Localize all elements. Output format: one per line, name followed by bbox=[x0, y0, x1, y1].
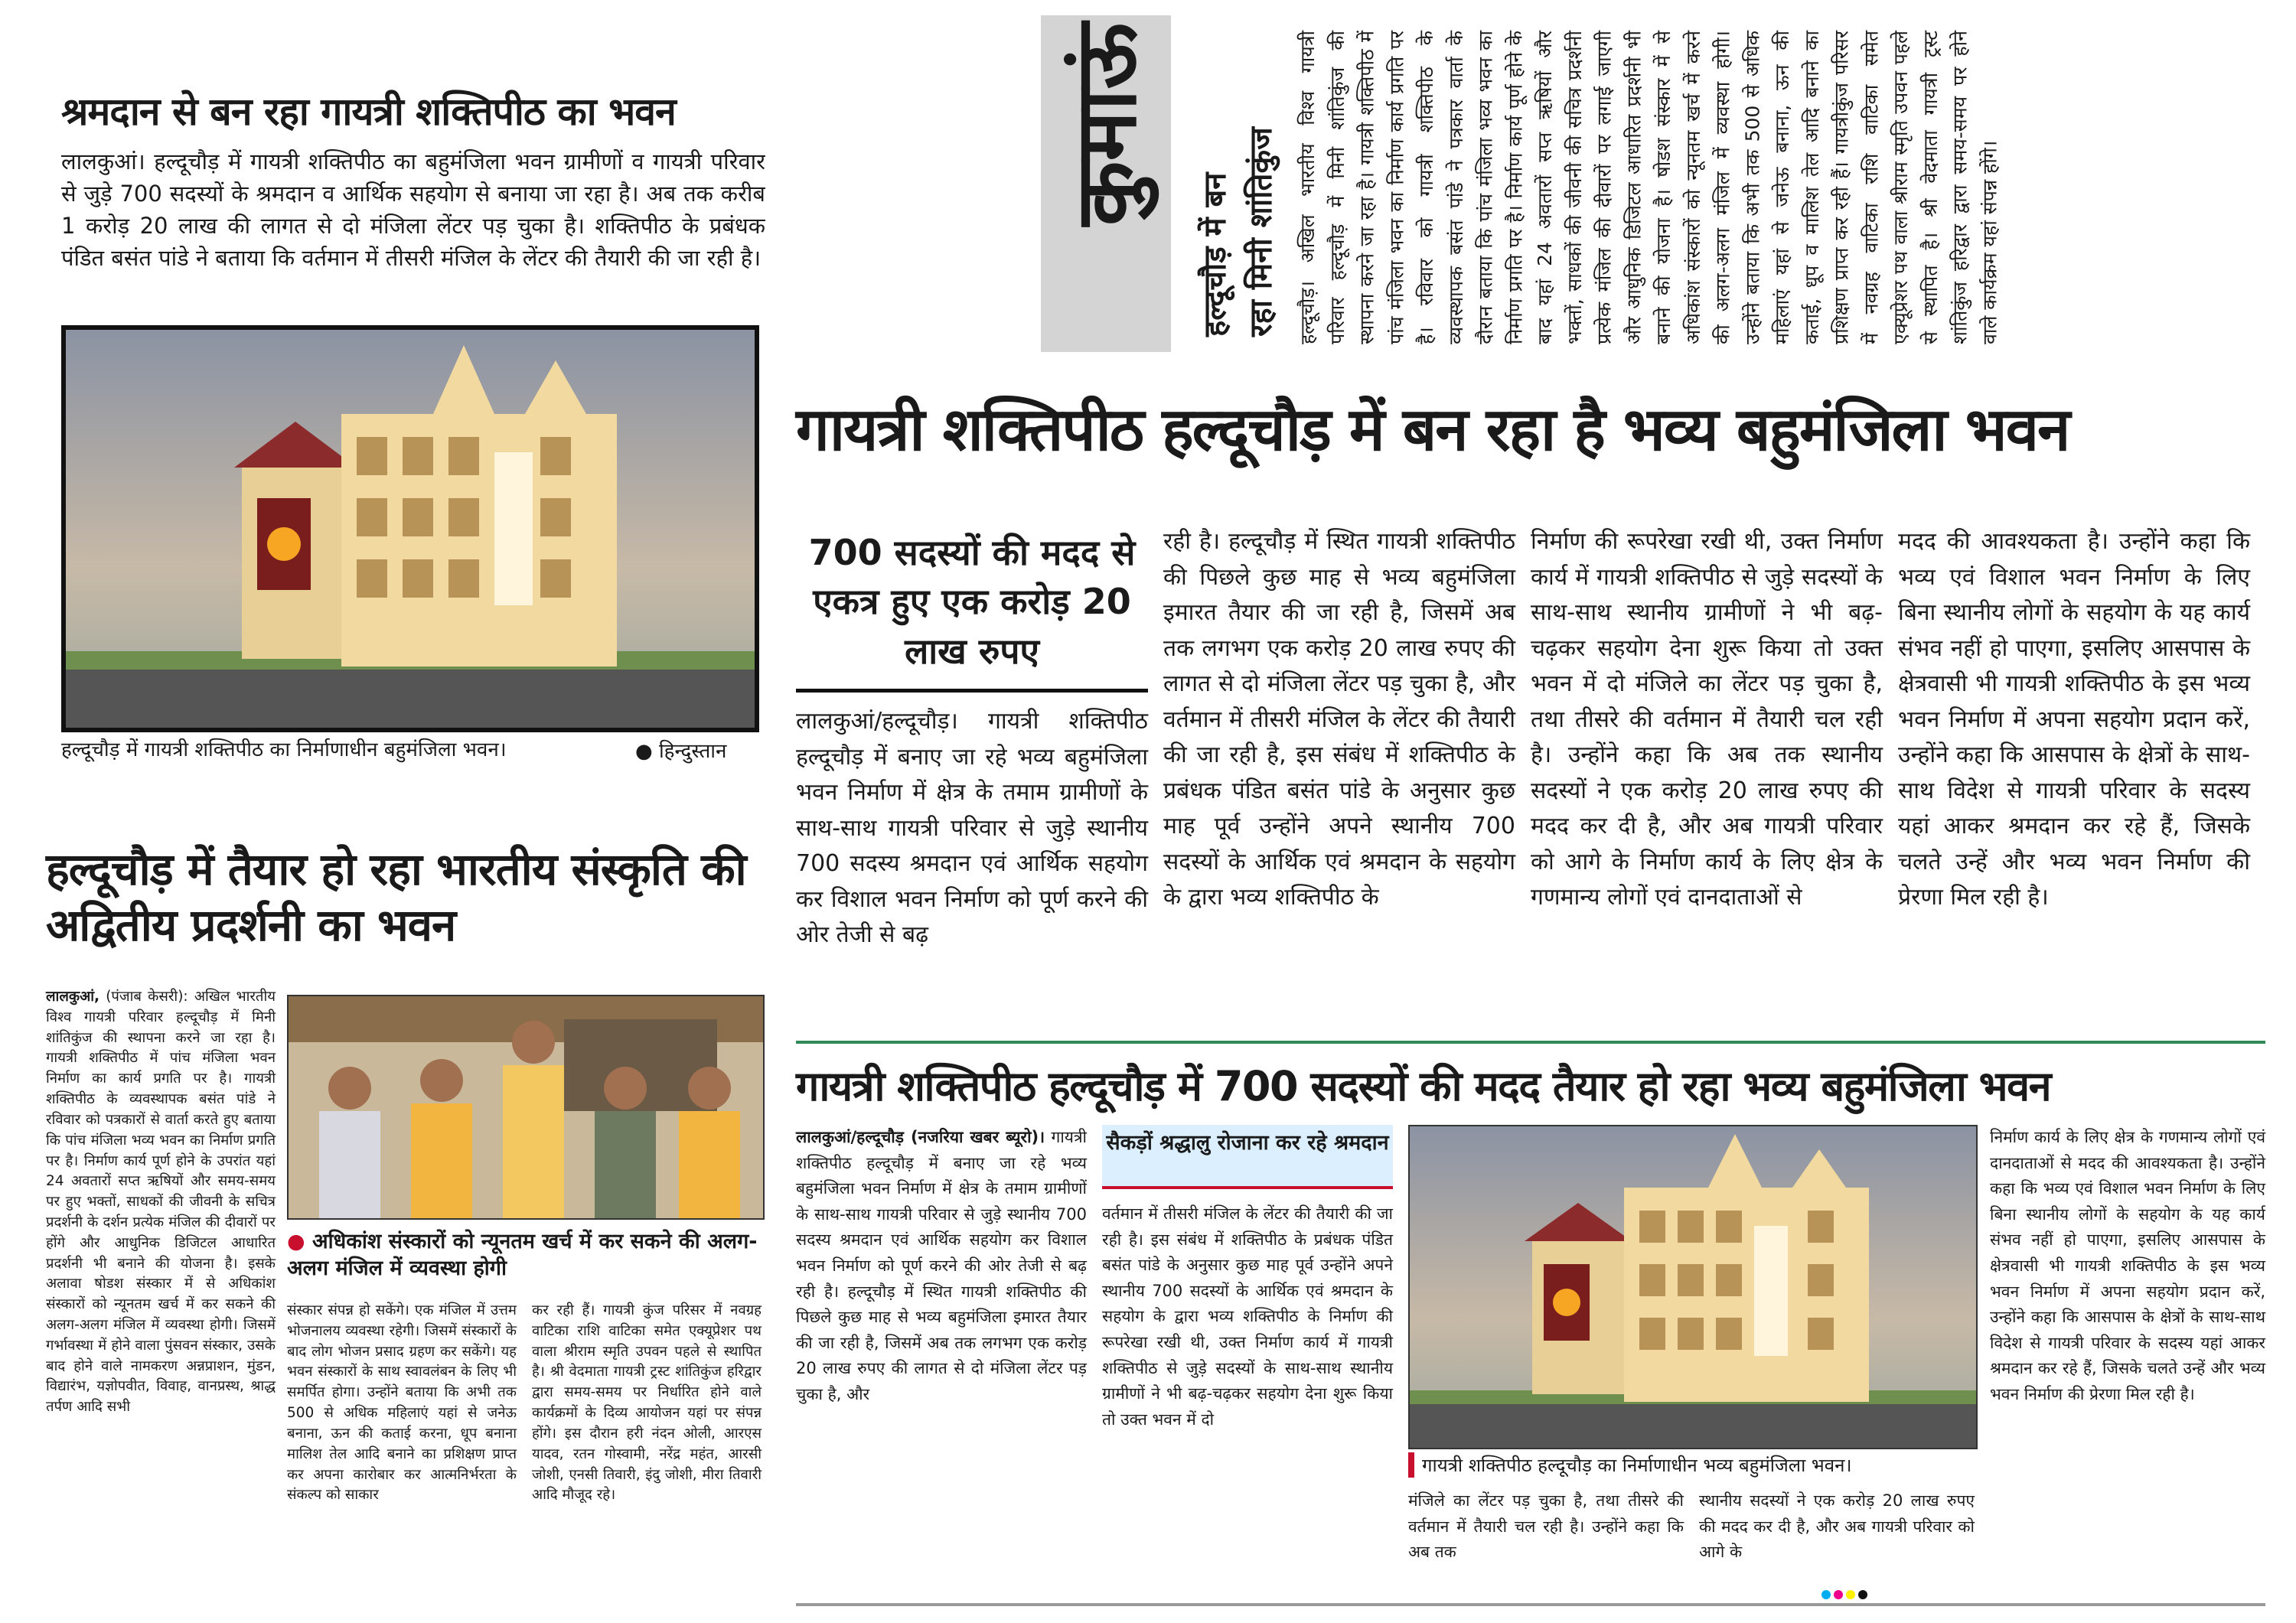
building-render-photo bbox=[61, 325, 759, 732]
punjab-kesari-caption: ● अधिकांश संस्कारों को न्यूनतम खर्च में कर सकने की अलग-अलग मंजिल में व्यवस्था होगी bbox=[287, 1230, 758, 1281]
najariya-dateline: लालकुआं/हल्दूचौड़ (नजरिया खबर ब्यूरो)। bbox=[796, 1128, 1045, 1146]
najariya-col-1-text: गायत्री शक्तिपीठ हल्दूचौड़ में बनाए जा रहे भव्य बहुमंजिला भवन निर्माण में क्षेत्र के तमाम ग्रामीणों के साथ-साथ गायत्री परिवार से जुड़े स्थानीय 700 सदस्य श्रमदान एवं आर्थिक सहयोग कर विशाल भवन निर्माण को पूर्ण करने की ओर तेजी से बढ़ रही है। हल्दूचौड़ में स्थित गायत्री शक्तिपीठ की पिछले कुछ माह से भव्य बहुमंजिला इमारत तैयार की जा रही है, जिसमें अब तक लगभग एक करोड़ 20 लाख रुपए की लागत से दो मंजिला लेंटर पड़ चुका है, और bbox=[796, 1128, 1087, 1403]
najariya-bottom-rule bbox=[796, 1603, 2265, 1606]
clip-punjab-kesari-col-1 bbox=[46, 987, 276, 1418]
punjab-kesari-col-1-text: अखिल भारतीय विश्व गायत्री परिवार हल्दूचौड़ में मिनी शांतिकुंज की स्थापना करने जा रहा है। गायत्री शक्तिपीठ में पांच मंजिला भवन निर्माण का कार्य प्रगति पर है। गायत्री शक्तिपीठ के व्यवस्थापक बसंत पांडे ने रविवार को पत्रकारों से वार्ता करते हुए बताया कि पांच मंजिला भव्य भवन का निर्माण प्रगति पर है। निर्माण कार्य पूर्ण होने के उपरांत यहां 24 अवतारों सप्त ऋषियों और समय-समय पर हुए भक्तों, साधकों की जीवनी के सचित्र प्रदर्शनी के दर्शन प्रत्येक मंजिल की दीवारों पर होंगे और आधुनिक डिजिटल आधारित प्रदर्शनी भी बनाने की योजना है। इसके अलावा षोडश संस्कार में से अधिकांश संस्कारों को न्यूनतम खर्च में कर सकने की अलग-अलग मंजिल में व्यवस्था होगी। जिसमें गर्भावस्था में होने वाला पुंसवन संस्कार, उसके बाद होने वाले नामकरण अन्नप्राशन, मुंडन, विद्यारंभ, यज्ञोपवीत, विवाह, वानप्रस्थ, श्राद्ध तर्पण आदि सभी bbox=[46, 989, 276, 1416]
najariya-box-head: सैकड़ों श्रद्धालु रोजाना कर रहे श्रमदान bbox=[1102, 1125, 1393, 1189]
clip-najariya-under-2: स्थानीय सदस्यों ने एक करोड़ 20 लाख रुपए की मदद कर दी है, और अब गायत्री परिवार को आगे के bbox=[1699, 1491, 1975, 1562]
clip-center-headline: गायत्री शक्तिपीठ हल्दूचौड़ में बन रहा है भव्य बहुमंजिला भवन bbox=[796, 396, 2069, 464]
kumaon-masthead-bar bbox=[1041, 15, 1171, 352]
registration-dots bbox=[1821, 1588, 1870, 1602]
kumaon-headline-line2: रहा मिनी शांतिकुंज bbox=[1244, 127, 1279, 337]
clip-najariya-col-2: वर्तमान में तीसरी मंजिल के लेंटर की तैयारी की जा रही है। इस संबंध में शक्तिपीठ के प्रबंधक पंडित बसंत पांडे के अनुसार कुछ माह पूर्व उन्होंने अपने स्थानीय 700 सदस्यों के आर्थिक एवं श्रमदान के सहयोग के द्वारा भव्य शक्तिपीठ के निर्माण की रूपरेखा रखी थी, उक्त निर्माण कार्य में गायत्री शक्तिपीठ से जुड़े सदस्यों के साथ-साथ स्थानीय ग्रामीणों ने भी बढ़-चढ़कर सहयोग देना शुरू किया तो उक्त भवन में दो bbox=[1102, 1204, 1393, 1429]
clip-center-subhead: 700 सदस्यों की मदद से एकत्र हुए एक करोड़ 20 लाख रुपए bbox=[808, 532, 1136, 672]
clip-kumaon-vertical bbox=[1041, 15, 2227, 352]
clip-center-col-4: मदद की आवश्यकता है। उन्होंने कहा कि भव्य एवं विशाल भवन निर्माण के लिए बिना स्थानीय लोगों के सहयोग के यह कार्य संभव नहीं हो पाएगा, इसलिए आसपास के क्षेत्रवासी भी गायत्री शक्तिपीठ के इस भव्य भवन निर्माण में अपना सहयोग प्रदान करें, उन्होंने कहा कि आसपास के क्षेत्रों के साथ-साथ विदेश से गायत्री परिवार के सदस्य यहां आकर श्रमदान कर रहे हैं, जिसके चलते उन्हें और भव्य भवन निर्माण की प्रेरणा मिल रही है। bbox=[1898, 528, 2250, 911]
clip-hindustan bbox=[31, 69, 765, 773]
clip-punjab-kesari-headline: हल्दूचौड़ में तैयार हो रहा भारतीय संस्कृति की अद्वितीय प्रदर्शनी का भवन bbox=[46, 843, 746, 951]
clip-hindustan-caption: हल्दूचौड़ में गायत्री शक्तिपीठ का निर्माणाधीन बहुमंजिला भवन। bbox=[61, 738, 507, 761]
clip-hindustan-body: लालकुआं। हल्दूचौड़ में गायत्री शक्तिपीठ का बहुमंजिला भवन ग्रामीणों व गायत्री परिवार से जुड़े 700 सदस्यों के श्रमदान व आर्थिक सहयोग से बनाया जा रहा है। अब तक करीब 1 करोड़ 20 लाख की लागत से दो मंजिला लेंटर पड़ चुका है। शक्तिपीठ के प्रबंधक पंडित बसंत पांडे ने बताया कि वर्तमान में तीसरी मंजिल के लेंटर की तैयारी की जा रही है। bbox=[61, 148, 765, 272]
clip-hindustan-headline: श्रमदान से बन रहा गायत्री शक्तिपीठ का भवन bbox=[61, 90, 676, 134]
people-group-image bbox=[289, 996, 763, 1218]
clip-center-rule bbox=[796, 689, 1148, 693]
clip-center bbox=[781, 360, 2281, 995]
najariya-building-image bbox=[1410, 1126, 1976, 1448]
clip-hindustan-credit: ● हिन्दुस्तान bbox=[635, 740, 727, 763]
clip-najariya-headline: गायत्री शक्तिपीठ हल्दूचौड़ में 700 सदस्यों की मदद तैयार हो रहा भव्य बहुमंजिला भवन bbox=[796, 1062, 2051, 1110]
punjab-kesari-dateline: लालकुआं, bbox=[46, 989, 100, 1005]
clip-center-col-2: रही है। हल्दूचौड़ में स्थित गायत्री शक्तिपीठ की पिछले कुछ माह से भव्य बहुमंजिला इमारत तैयार की जा रही है, जिसमें अब तक लगभग एक करोड़ 20 लाख रुपए की लागत से दो मंजिला लेंटर पड़ चुका है, और वर्तमान में तीसरी मंजिल के लेंटर की तैयारी की जा रही है, इस संबंध में शक्तिपीठ के प्रबंधक पंडित बसंत पांडे के अनुसार कुछ माह पूर्व उन्होंने अपने स्थानीय 700 सदस्यों के आर्थिक एवं श्रमदान के सहयोग के द्वारा भव्य शक्तिपीठ के bbox=[1163, 528, 1515, 911]
kumaon-masthead: कुमाऊं bbox=[1057, 23, 1155, 227]
building-render-image bbox=[66, 330, 755, 728]
clip-punjab-kesari-col-2: संस्कार संपन्न हो सकेंगे। एक मंजिल में उत्तम भोजनालय व्यवस्था रहेगी। जिसमें संस्कारों के बाद लोग भोजन प्रसाद ग्रहण कर सकेंगे। यह भवन संस्कारों के साथ स्वावलंबन के लिए भी समर्पित होगा। उन्होंने बताया कि अभी तक 500 से अधिक महिलाएं यहां से जनेऊ बनाना, ऊन की कताई करना, धूप बनाना मालिश तेल आदि बनाने का प्रशिक्षण प्राप्त कर अपना कारोबार कर आत्मनिर्भरता के संकल्प को साकार bbox=[287, 1302, 517, 1504]
kumaon-headline-line1: हल्दूचौड़ में बन bbox=[1198, 172, 1233, 337]
clip-najariya-under-1: मंजिले का लेंटर पड़ चुका है, तथा तीसरे की वर्तमान में तैयारी चल रही है। उन्होंने कहा कि अब तक bbox=[1408, 1491, 1684, 1562]
clip-center-col-1: लालकुआं/हल्दूचौड़। गायत्री शक्तिपीठ हल्दूचौड़ में बनाए जा रहे भव्य बहुमंजिला भवन निर्माण में क्षेत्र के तमाम ग्रामीणों के साथ-साथ गायत्री परिवार से जुड़े स्थानीय 700 सदस्य श्रमदान एवं आर्थिक सहयोग कर विशाल भवन निर्माण को पूर्ण करने की ओर तेजी से बढ़ bbox=[796, 708, 1148, 948]
clip-najariya-khabar bbox=[781, 1025, 2281, 1615]
people-group-photo bbox=[287, 995, 765, 1220]
clip-punjab-kesari bbox=[31, 826, 765, 1615]
punjab-kesari-source: (पंजाब केसरी): bbox=[106, 989, 188, 1005]
clip-punjab-kesari-col-3: कर रही हैं। गायत्री कुंज परिसर में नवग्रह वाटिका राशि वाटिका समेत एक्यूप्रेशर पथ वाला श्रीराम स्मृति उपवन पहले से स्थापित है। श्री वेदमाता गायत्री ट्रस्ट शांतिकुंज हरिद्वार द्वारा समय-समय पर निर्धारित होने वाले कार्यक्रमों के दिव्य आयोजन यहां पर संपन्न होंगे। इस दौरान हरी नंदन ओली, आरएस यादव, रतन गोस्वामी, नरेंद्र महंत, आरसी जोशी, एनसी तिवारी, इंदु जोशी, मीरा तिवारी आदि मौजूद रहे। bbox=[532, 1302, 762, 1504]
najariya-building-photo bbox=[1408, 1125, 1978, 1449]
clip-center-col-3: निर्माण की रूपरेखा रखी थी, उक्त निर्माण कार्य में गायत्री शक्तिपीठ से जुड़े सदस्यों के साथ-साथ स्थानीय ग्रामीणों ने भी बढ़-चढ़कर सहयोग देना शुरू किया तो उक्त भवन में दो मंजिले का लेंटर पड़ चुका है, तथा तीसरे की वर्तमान में तैयारी चल रही है। उन्होंने कहा कि अब तक स्थानीय सदस्यों ने एक करोड़ 20 लाख रुपए की मदद कर दी है, और अब गायत्री परिवार को आगे के निर्माण कार्य के लिए क्षेत्र के गणमान्य लोगों एवं दानदाताओं से bbox=[1531, 528, 1883, 911]
najariya-caption: गायत्री शक्तिपीठ हल्दूचौड़ का निर्माणाधीन भव्य बहुमंजिला भवन। bbox=[1408, 1452, 1988, 1478]
caption-bullet-icon: ● bbox=[287, 1230, 305, 1253]
najariya-top-rule bbox=[796, 1041, 2265, 1044]
clip-najariya-col-4: निर्माण कार्य के लिए क्षेत्र के गणमान्य लोगों एवं दानदाताओं से मदद की आवश्यकता है। उन्होंने कहा कि भव्य एवं विशाल भवन निर्माण के लिए बिना स्थानीय लोगों के सहयोग के यह कार्य संभव नहीं हो पाएगा, इसलिए आसपास के क्षेत्रवासी भी गायत्री शक्तिपीठ के इस भव्य भवन निर्माण में अपना सहयोग प्रदान करें, उन्होंने कहा कि आसपास के क्षेत्रों के साथ-साथ विदेश से गायत्री परिवार के सदस्य यहां आकर श्रमदान कर रहे हैं, जिसके चलते उन्हें और भव्य भवन निर्माण की प्रेरणा मिल रही है। bbox=[1990, 1128, 2265, 1403]
kumaon-body: हल्दूचौड़। अखिल भारतीय विश्व गायत्री परिवार हल्दूचौड़ में मिनी शांतिकुंज की स्थापना करने जा रहा है। गायत्री शक्तिपीठ में पांच मंजिला भवन का निर्माण कार्य प्रगति पर है। रविवार को गायत्री शक्तिपीठ के व्यवस्थापक बसंत पांडे ने पत्रकार वार्ता के दौरान बताया कि पांच मंजिला भव्य भवन का निर्माण प्रगति पर है। निर्माण कार्य पूर्ण होने के बाद यहां 24 अवतारों सप्त ऋषियों और भक्तों, साधकों की जीवनी की सचित्र प्रदर्शनी प्रत्येक मंजिल की दीवारों पर लगाई जाएगी और आधुनिक डिजिटल आधारित प्रदर्शनी भी बनाने की योजना है। षोडश संस्कार में से अधिकांश संस्कारों को न्यूनतम खर्च में करने की अलग-अलग मंजिल में व्यवस्था होगी। उन्होंने बताया कि अभी तक 500 से अधिक महिलाएं यहां से जनेऊ बनाना, ऊन की कताई, धूप व मालिश तेल आदि बनाने का प्रशिक्षण प्राप्त कर रही हैं। गायत्रीकुंज परिसर में नवग्रह वाटिका राशि वाटिका समेत एक्यूप्रेशर पथ वाला श्रीराम स्मृति उपवन पहले से स्थापित है। श्री वेदमाता गायत्री ट्रस्ट शांतिकुंज हरिद्वार द्वारा समय-समय पर होने वाले कार्यक्रम यहां संपन्न होंगे। bbox=[1296, 31, 2001, 344]
clip-najariya-col-1 bbox=[796, 1125, 1087, 1408]
